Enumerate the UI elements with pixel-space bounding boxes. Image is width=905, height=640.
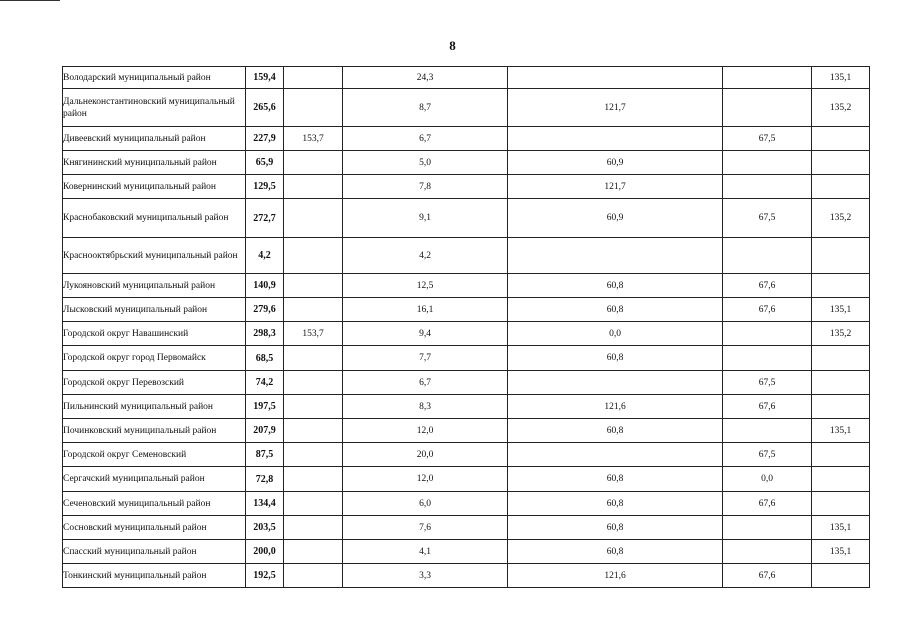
value-cell-5: 135,2 <box>812 322 870 346</box>
value-cell-3: 60,8 <box>508 540 723 564</box>
value-cell-3: 121,6 <box>508 564 723 588</box>
table-row <box>63 127 870 151</box>
value-cell-3 <box>508 127 723 151</box>
value-cell-5 <box>812 274 870 298</box>
municipality-name: Ковернинский муниципальный район <box>63 175 246 199</box>
value-cell-2: 8,3 <box>343 395 508 419</box>
value-cell-4 <box>723 322 812 346</box>
total-cell: 65,9 <box>246 151 284 175</box>
value-cell-2: 7,7 <box>343 346 508 371</box>
total-cell: 72,8 <box>246 467 284 492</box>
total-cell: 87,5 <box>246 443 284 467</box>
municipality-name: Тонкинский муниципальный район <box>63 564 246 588</box>
value-cell-2: 5,0 <box>343 151 508 175</box>
value-cell-4 <box>723 419 812 443</box>
value-cell-5 <box>812 492 870 516</box>
value-cell-4: 67,6 <box>723 564 812 588</box>
value-cell-4 <box>723 238 812 274</box>
value-cell-5 <box>812 175 870 199</box>
table-row <box>63 151 870 175</box>
page-number: 8 <box>449 38 456 53</box>
value-cell-3: 60,9 <box>508 199 723 238</box>
value-cell-2: 6,0 <box>343 492 508 516</box>
total-cell: 203,5 <box>246 516 284 540</box>
municipality-name: Спасский муниципальный район <box>63 540 246 564</box>
table-row <box>63 443 870 467</box>
value-cell-1 <box>284 274 343 298</box>
value-cell-3: 60,8 <box>508 419 723 443</box>
table-row <box>63 298 870 322</box>
value-cell-4 <box>723 67 812 89</box>
value-cell-1 <box>284 540 343 564</box>
value-cell-1 <box>284 298 343 322</box>
value-cell-1 <box>284 564 343 588</box>
municipality-name: Сосновский муниципальный район <box>63 516 246 540</box>
value-cell-1 <box>284 443 343 467</box>
value-cell-2: 24,3 <box>343 67 508 89</box>
value-cell-5 <box>812 443 870 467</box>
total-cell: 140,9 <box>246 274 284 298</box>
value-cell-1 <box>284 346 343 371</box>
value-cell-3 <box>508 371 723 395</box>
value-cell-4 <box>723 175 812 199</box>
total-cell: 129,5 <box>246 175 284 199</box>
value-cell-2: 9,4 <box>343 322 508 346</box>
total-cell: 200,0 <box>246 540 284 564</box>
value-cell-5: 135,2 <box>812 199 870 238</box>
value-cell-4: 67,6 <box>723 395 812 419</box>
value-cell-4 <box>723 346 812 371</box>
value-cell-5 <box>812 395 870 419</box>
table-row <box>63 274 870 298</box>
value-cell-2: 12,5 <box>343 274 508 298</box>
value-cell-2: 4,1 <box>343 540 508 564</box>
table-row <box>63 516 870 540</box>
value-cell-4: 67,6 <box>723 274 812 298</box>
total-cell: 207,9 <box>246 419 284 443</box>
value-cell-5 <box>812 564 870 588</box>
value-cell-3 <box>508 67 723 89</box>
value-cell-2: 7,8 <box>343 175 508 199</box>
table-row <box>63 419 870 443</box>
value-cell-5: 135,1 <box>812 419 870 443</box>
value-cell-3: 121,6 <box>508 395 723 419</box>
value-cell-3: 60,8 <box>508 274 723 298</box>
value-cell-2: 9,1 <box>343 199 508 238</box>
municipality-name: Сергачский муниципальный район <box>63 467 246 492</box>
municipality-name: Лысковский муниципальный район <box>63 298 246 322</box>
value-cell-2: 16,1 <box>343 298 508 322</box>
municipality-name: Городской округ Перевозский <box>63 371 246 395</box>
total-cell: 68,5 <box>246 346 284 371</box>
value-cell-3: 60,8 <box>508 298 723 322</box>
table-row <box>63 322 870 346</box>
value-cell-3: 121,7 <box>508 175 723 199</box>
value-cell-5 <box>812 127 870 151</box>
total-cell: 159,4 <box>246 67 284 89</box>
table-row <box>63 67 870 89</box>
value-cell-4 <box>723 516 812 540</box>
value-cell-1: 153,7 <box>284 127 343 151</box>
value-cell-3: 0,0 <box>508 322 723 346</box>
table-row <box>63 467 870 492</box>
value-cell-4: 67,5 <box>723 199 812 238</box>
value-cell-5 <box>812 346 870 371</box>
total-cell: 298,3 <box>246 322 284 346</box>
value-cell-1 <box>284 151 343 175</box>
value-cell-1 <box>284 516 343 540</box>
value-cell-3: 60,8 <box>508 492 723 516</box>
value-cell-2: 12,0 <box>343 467 508 492</box>
municipality-name: Дальнеконстантиновский муниципальный район <box>63 89 246 127</box>
value-cell-5: 135,1 <box>812 516 870 540</box>
total-cell: 272,7 <box>246 199 284 238</box>
value-cell-1 <box>284 395 343 419</box>
table-row <box>63 199 870 238</box>
municipality-name: Княгининский муниципальный район <box>63 151 246 175</box>
value-cell-5: 135,1 <box>812 67 870 89</box>
value-cell-4: 0,0 <box>723 467 812 492</box>
value-cell-5: 135,2 <box>812 89 870 127</box>
value-cell-5 <box>812 371 870 395</box>
municipality-name: Пильнинский муниципальный район <box>63 395 246 419</box>
value-cell-2: 3,3 <box>343 564 508 588</box>
total-cell: 134,4 <box>246 492 284 516</box>
value-cell-2: 12,0 <box>343 419 508 443</box>
value-cell-5 <box>812 151 870 175</box>
municipality-name: Городской округ Семеновский <box>63 443 246 467</box>
value-cell-2: 4,2 <box>343 238 508 274</box>
value-cell-5: 135,1 <box>812 540 870 564</box>
scan-edge-line <box>0 0 60 1</box>
total-cell: 4,2 <box>246 238 284 274</box>
value-cell-1 <box>284 199 343 238</box>
value-cell-4: 67,5 <box>723 127 812 151</box>
municipality-name: Краснооктябрьский муниципальный район <box>63 238 246 274</box>
municipality-name: Володарский муниципальный район <box>63 67 246 89</box>
total-cell: 197,5 <box>246 395 284 419</box>
value-cell-2: 6,7 <box>343 127 508 151</box>
municipality-name: Сеченовский муниципальный район <box>63 492 246 516</box>
total-cell: 74,2 <box>246 371 284 395</box>
table-row <box>63 371 870 395</box>
value-cell-4 <box>723 89 812 127</box>
value-cell-2: 6,7 <box>343 371 508 395</box>
total-cell: 227,9 <box>246 127 284 151</box>
total-cell: 265,6 <box>246 89 284 127</box>
value-cell-5 <box>812 238 870 274</box>
value-cell-5: 135,1 <box>812 298 870 322</box>
value-cell-3: 60,9 <box>508 151 723 175</box>
value-cell-1 <box>284 67 343 89</box>
value-cell-1: 153,7 <box>284 322 343 346</box>
value-cell-1 <box>284 419 343 443</box>
value-cell-1 <box>284 238 343 274</box>
table-row <box>63 395 870 419</box>
value-cell-4: 67,5 <box>723 443 812 467</box>
value-cell-3: 60,8 <box>508 516 723 540</box>
table-row <box>63 89 870 127</box>
municipality-name: Городской округ Навашинский <box>63 322 246 346</box>
value-cell-4: 67,6 <box>723 492 812 516</box>
value-cell-1 <box>284 175 343 199</box>
municipality-name: Дивеевский муниципальный район <box>63 127 246 151</box>
municipality-name: Городской округ город Первомайск <box>63 346 246 371</box>
table-row <box>63 346 870 371</box>
value-cell-1 <box>284 492 343 516</box>
value-cell-4 <box>723 540 812 564</box>
value-cell-3: 121,7 <box>508 89 723 127</box>
value-cell-3 <box>508 443 723 467</box>
table-row <box>63 540 870 564</box>
table-row <box>63 238 870 274</box>
value-cell-2: 20,0 <box>343 443 508 467</box>
value-cell-2: 8,7 <box>343 89 508 127</box>
value-cell-3 <box>508 238 723 274</box>
total-cell: 279,6 <box>246 298 284 322</box>
table-row <box>63 564 870 588</box>
allocation-table <box>62 66 870 588</box>
value-cell-1 <box>284 371 343 395</box>
value-cell-3: 60,8 <box>508 467 723 492</box>
value-cell-1 <box>284 467 343 492</box>
value-cell-4 <box>723 151 812 175</box>
value-cell-4: 67,6 <box>723 298 812 322</box>
value-cell-5 <box>812 467 870 492</box>
municipality-name: Починковский муниципальный район <box>63 419 246 443</box>
value-cell-2: 7,6 <box>343 516 508 540</box>
table-row <box>63 175 870 199</box>
value-cell-3: 60,8 <box>508 346 723 371</box>
total-cell: 192,5 <box>246 564 284 588</box>
value-cell-4: 67,5 <box>723 371 812 395</box>
municipality-name: Краснобаковский муниципальный район <box>63 199 246 238</box>
table-row <box>63 492 870 516</box>
value-cell-1 <box>284 89 343 127</box>
municipality-name: Лукояновский муниципальный район <box>63 274 246 298</box>
